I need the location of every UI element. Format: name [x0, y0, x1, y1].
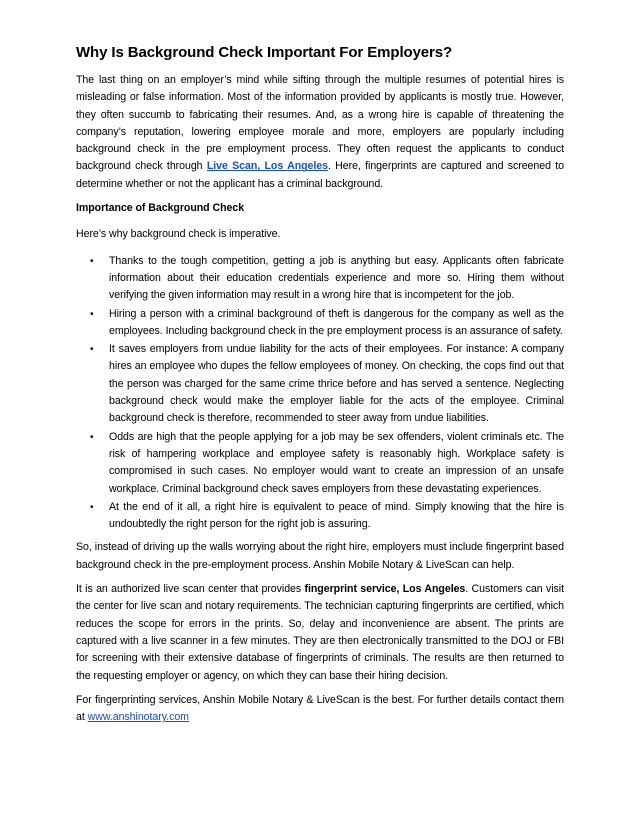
- list-item-text: At the end of it all, a right hire is equivalent to peace of mind. Simply knowing that the hire is undoubtedly the right person for the right job is assuring.: [109, 500, 564, 531]
- list-item-text: Thanks to the tough competition, getting a job is anything but easy. Applicants often fabricate information about their education credentials experience and more so. Hiring them without verifying the given information may result in a wrong hire that is incompetent for the job.: [109, 254, 564, 302]
- paragraph-contact-text: For fingerprinting services, Anshin Mobile Notary & LiveScan is the best. For further details contact them at: [76, 693, 564, 724]
- website-link[interactable]: www.anshinotary.com: [87, 711, 189, 724]
- bullet-icon: •: [90, 255, 94, 267]
- list-item: [76, 253, 564, 305]
- paragraph-service-text: It is an authorized live scan center that provides: [76, 583, 305, 596]
- list-item-text: It saves employers from undue liability for the acts of their employees. For instance: A company hires an employee who dupes the fellow employees of money. On checking, the cops find out that the person was charged for the same crime thrice before and has served a sentence. Neglecting background check would make the employer liable for the acts of the employee. Criminal background check is therefore, recommended to steer away from undue liabilities.: [109, 343, 564, 425]
- section-heading: Importance of Background Check: [76, 202, 245, 215]
- bullet-icon: •: [90, 344, 94, 356]
- list-item: [76, 306, 564, 341]
- page-title: Why Is Background Check Important For Employers?: [76, 44, 453, 61]
- list-item: [76, 341, 564, 427]
- paragraph-intro-text: The last thing on an employer’s mind while sifting through the multiple resumes of potential hires is misleading or false information. Most of the information provided by applicants is mostly true. However, they often succumb to fabricating their resumes. And, as a wrong hire is capable of threatening the company’s reputation, lowering employee morale and more, employers are popularly including background check in the pre employment process. They often request the applicants to conduct background check through: [76, 74, 564, 173]
- paragraph-intro: [76, 72, 564, 193]
- paragraph-service-text-end: . Customers can visit the center for live scan and notary requirements. The technician capturing fingerprints are certified, which reduces the scope for errors in the prints. So, delay and inconvenience are absent. The prints are captured with a live scanner in a few minutes. They are then electronically transmitted to the DOJ or FBI for screening with their extensive database of fingerprints of criminals. The results are then returned to the requesting employer or agency, on which they can base their hiring decision.: [76, 583, 564, 682]
- document-body: [76, 42, 564, 733]
- paragraph-contact: [76, 692, 564, 727]
- paragraph-service: [76, 581, 564, 685]
- bullet-icon: •: [90, 431, 94, 443]
- bullet-icon: •: [90, 501, 94, 513]
- paragraph-recommendation: So, instead of driving up the walls worrying about the right hire, employers must include fingerprint based background check in the pre-employment process. Anshin Mobile Notary & LiveScan can help.: [76, 541, 564, 571]
- bullet-icon: •: [90, 308, 94, 320]
- list-item: [76, 429, 564, 498]
- fingerprint-service-emphasis: fingerprint service, Los Angeles: [304, 583, 466, 596]
- list-item: [76, 499, 564, 534]
- section-intro: Here’s why background check is imperative.: [76, 228, 281, 241]
- bullet-list: [76, 253, 564, 534]
- paragraph-intro-text-end: . Here, fingerprints are captured and screened to determine whether or not the applicant has a criminal background.: [76, 160, 564, 190]
- live-scan-link[interactable]: Live Scan, Los Angeles: [206, 160, 328, 173]
- list-item-text: Hiring a person with a criminal background of theft is dangerous for the company as well as the employees. Including background check in the pre employment process is an assurance of safety.: [109, 307, 564, 337]
- list-item-text: Odds are high that the people applying for a job may be sex offenders, violent criminals etc. The risk of hampering workplace and employee safety is reasonably high. Workplace safety is compromised in such cases. No employer would want to create an impression of an unsafe workplace. Criminal background check saves employers from these devastating experiences.: [109, 430, 564, 495]
